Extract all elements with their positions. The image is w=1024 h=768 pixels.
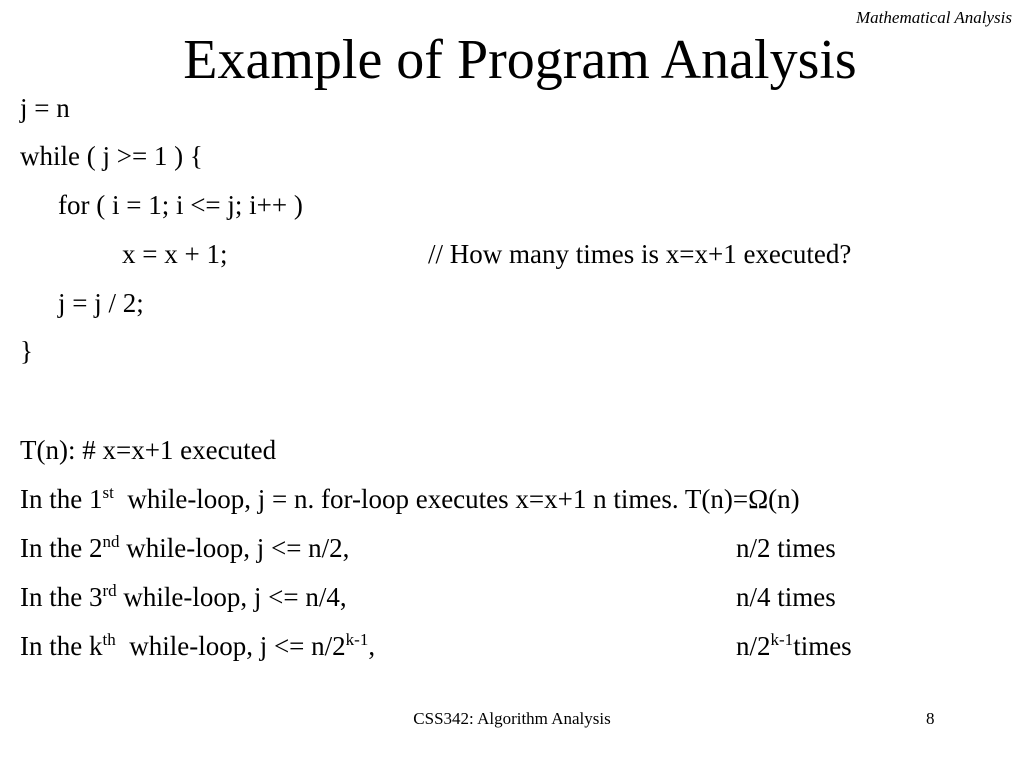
definition-line: T(n): # x=x+1 executed (20, 435, 277, 465)
row4-times-suffix: times (793, 631, 852, 661)
slide-title: Example of Program Analysis (183, 29, 857, 91)
code-line-close-brace: } (20, 336, 33, 366)
row2-prefix: In the 2 (20, 533, 103, 563)
row1-prefix: In the 1 (20, 484, 103, 514)
row2-rest: while-loop, j <= n/2, (119, 533, 350, 563)
code-line-assign-j: j = n (20, 93, 70, 123)
footer-course: CSS342: Algorithm Analysis (413, 709, 611, 728)
row4-mid: while-loop, j <= n/2 (115, 631, 346, 661)
row4-exponent: k-1 (345, 630, 369, 649)
row2-times: n/2 times (736, 533, 836, 563)
code-line-while: while ( j >= 1 ) { (20, 141, 203, 171)
row4-times (736, 630, 852, 661)
section-label: Mathematical Analysis (856, 8, 1012, 27)
code-line-increment: x = x + 1; (122, 239, 228, 269)
row1-rest: while-loop, j = n. for-loop executes x=x+1 n times. T(n)=Ω(n) (113, 484, 800, 514)
analysis-row-4 (20, 630, 376, 661)
row3-rest: while-loop, j <= n/4, (116, 582, 347, 612)
row4-times-exponent: k-1 (770, 630, 794, 649)
code-comment: // How many times is x=x+1 executed? (428, 239, 852, 269)
page-number: 8 (926, 709, 935, 728)
row3-times: n/4 times (736, 582, 836, 612)
code-line-halve: j = j / 2; (58, 288, 144, 318)
row2-sup: nd (102, 532, 120, 551)
row4-prefix: In the k (20, 631, 103, 661)
code-line-for: for ( i = 1; i <= j; i++ ) (58, 190, 303, 220)
row1-sup: st (102, 483, 114, 502)
row4-end: , (368, 631, 376, 661)
row3-sup: rd (102, 581, 117, 600)
analysis-row-3 (20, 581, 347, 612)
row4-sup: th (102, 630, 116, 649)
analysis-row-1 (20, 483, 800, 514)
analysis-row-2 (20, 532, 350, 563)
row3-prefix: In the 3 (20, 582, 103, 612)
row4-times-prefix: n/2 (736, 631, 771, 661)
